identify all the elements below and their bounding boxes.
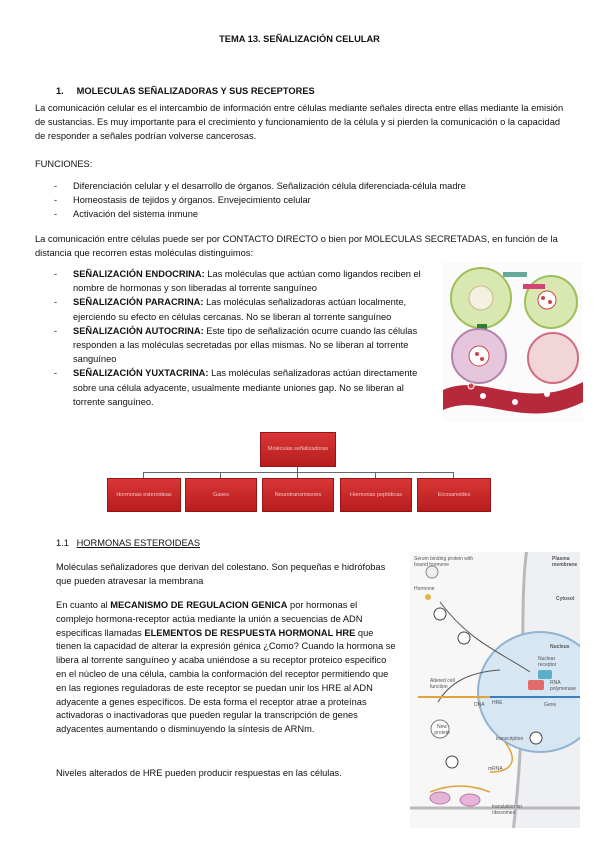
description: Las moléculas señalizadoras actúan localmente, ejerciendo su efecto en células cercanas. No se liberan al torrente sanguíneo [73,297,407,322]
label-translation: translation on ribosomes [492,804,523,816]
communication-paragraph: La comunicación entre células puede ser por CONTACTO DIRECTO o bien por MOLECULAS SECRETADAS, en función de la distancia que recorren estas moléculas distinguimos: [35,234,558,258]
label-altered-function: Altered cell function [430,678,455,690]
label-cytosol: Cytosol [556,596,575,602]
hierarchy-root: Moléculas señalizadoras [260,432,336,467]
label-gene: Gene [544,702,557,708]
term: SEÑALIZACIÓN PARACRINA: [73,297,204,308]
hierarchy-child: Hormonas peptídicas [340,478,412,512]
label-hormone: Hormone [414,586,435,592]
text: que tienen la capacidad de alterar la expresión génica ¿Como? Cuando la hormona se libera al torrente sanguíneo y acaba uniéndose a su receptor proteico especifico en el núcleo de una célula, cambia la conformación del receptor permitiendo que en las regiones reguladoras de este receptor se puedan unir los HRE al ADN adyacente a genes específicos. De esta forma el receptor atrae a proteínas activadoras o inactivadoras que pueden regular la transcripción de genes adyacentes aumentando o disminuyendo la síntesis de ARNm. [56,627,396,735]
section-number: 1. [56,86,64,96]
list-item: - Homeostasis de tejidos y órganos. Envejecimiento celular [35,193,555,207]
page-title: TEMA 13. SEÑALIZACIÓN CELULAR [219,34,380,44]
section-title: MOLECULAS SEÑALIZADORAS Y SUS RECEPTORES [76,86,315,96]
label-serum-protein: Serum binding protein with bound hormone [414,556,474,568]
functions-heading: FUNCIONES: [35,159,93,169]
label-hre: HRE [492,700,503,706]
bold-term: ELEMENTOS DE RESPUESTA HORMONAL HRE [144,627,356,638]
list-item [35,295,435,323]
term: SEÑALIZACIÓN YUXTACRINA: [73,368,209,379]
label-new-protein: New protein [434,724,450,736]
label-nuclear-receptor: Nuclear receptor [538,656,557,668]
hierarchy-child: Eicosanoides [417,478,491,512]
text: por hormonas el complejo hormona-receptor actúa mediante la unión a secuencias de ADN especificas llamadas [56,600,363,638]
label-mrna: mRNA [488,766,503,772]
hormone-mechanism-figure [410,552,580,828]
steroid-paragraph-2 [56,599,396,737]
bold-term: MECANISMO DE REGULACION GENICA [110,600,288,610]
description: Las moléculas que actúan como ligandos reciben el nombre de hormonas y son liberadas al torrente sanguíneo [73,269,421,294]
label-transcription: transcription [496,736,524,742]
intro-paragraph: La comunicación celular es el intercambio de información entre células mediante señales directa entre ellas mediante la emisión de sustancias. Es muy importante para el crecimiento y funcionamiento de la célula y si pierden la comunicación o la capacidad de responder a señales podrían volverse cancerosas. [35,103,564,141]
section-title: HORMONAS ESTEROIDEAS [76,538,201,548]
signaling-types-illustration [443,262,583,422]
hierarchy-child: Gases [185,478,257,512]
hierarchy-child: Neurotransmisores [262,478,334,512]
list-item [35,267,435,295]
steroid-paragraph-3: Niveles alterados de HRE pueden producir respuestas en las células. [56,768,342,778]
label-nucleus: Nucleus [550,644,570,650]
list-item [35,366,435,409]
description: Este tipo de señalización ocurre cuando las células responden a las moléculas secretadas por ellas mismas. No se liberan al torrente sanguíneo [73,325,418,365]
section-heading-1-1 [56,538,200,548]
term: SEÑALIZACIÓN AUTOCRINA: [73,325,204,336]
section-number: 1.1 [56,538,69,548]
list-item: - Diferenciación celular y el desarrollo de órganos. Señalización célula diferenciada-célula madre [35,179,555,193]
label-plasma-membrane: Plasma membrane [552,556,578,568]
label-rna-polymerase: RNA polymerase [550,680,576,692]
section-heading-1 [56,86,315,96]
hierarchy-child: Hormonas esteroideas [107,478,181,512]
connector-line [143,472,453,473]
description: Las moléculas señalizadoras actúan directamente sobre una célula adyacente, usualmente mediante uniones gap. No se liberan al torrente sanguíneo. [73,368,418,407]
text: En cuanto al [56,600,111,610]
label-dna: DNA [474,702,485,708]
term: SEÑALIZACIÓN ENDOCRINA: [73,269,205,279]
list-item [35,324,435,367]
signaling-list [35,267,435,409]
list-item: - Activación del sistema inmune [35,207,555,221]
functions-list [35,179,555,222]
steroid-paragraph-1: Moléculas señalizadores que derivan del colestano. Son pequeñas e hidrófobas que pueden atravesar la membrana [56,562,386,586]
